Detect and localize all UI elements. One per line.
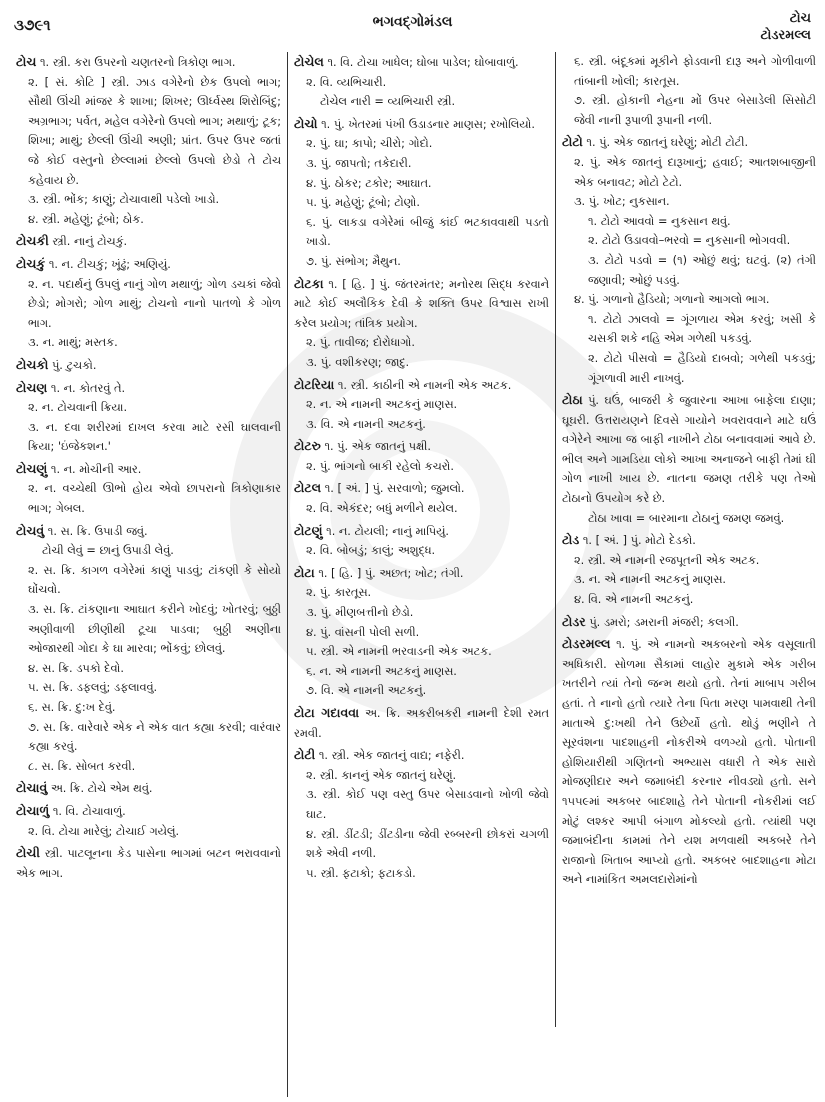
entry-first-sense — [294, 478, 549, 499]
headword: ટોચાળું — [16, 802, 50, 818]
entry-first-sense — [16, 52, 281, 73]
sense-line: ૫. સ. ક્રિ. ડફલવું; ડફલાવવું. — [28, 681, 158, 695]
definition-text: ૧. [ હિ. ] પું. જંતરમંતર; મનોરથ સિદ્ધ કરવાને માટે કોઈ અલૌકિક દેવી કે શક્તિ ઉપર વિશ્વાસ રાખી કરેલ પ્રયોગ; તાંત્રિક પ્રયોગ. — [294, 277, 549, 330]
dictionary-entry — [294, 563, 549, 701]
dictionary-entry — [16, 521, 281, 777]
entry-first-sense — [294, 745, 549, 766]
definition-text: પું. ટુચકો. — [51, 358, 97, 372]
sense-line: ૨. ન. એ નામની અટકનું માણસ. — [306, 398, 458, 412]
sense-line: ૩. પું. ખોટ; નુકસાન. — [574, 195, 670, 209]
idiom-line: ૨. ટોટો પીસવો = હૈડિયો દાબવો; ગળેથી પકડવું; ગૂંગળાવી મારી નાખવું. — [588, 351, 816, 385]
entry-first-sense — [294, 563, 549, 584]
headword: ટોચાવું — [16, 780, 48, 796]
dictionary-entry — [294, 478, 549, 518]
headword: ટોઠા — [562, 392, 583, 408]
entry-first-sense — [294, 436, 549, 457]
dictionary-columns — [16, 52, 816, 1097]
headword: ટોચેલ — [294, 54, 324, 69]
sense-line: ૩. સ્ત્રી. ભોંક; કાણું; ટોચાવાથી પડેલો ખાડો. — [28, 193, 220, 207]
definition-text: સ્ત્રી. નાનું ટોચકું. — [52, 235, 128, 249]
entry-first-sense — [16, 778, 281, 799]
sense-line: ૨. પું. ઘા; કાપો; ચીરો; ગોદો. — [306, 137, 433, 151]
headword: ટોચો — [294, 115, 318, 131]
headword: ટોટરુ — [294, 438, 321, 454]
dictionary-entry — [562, 530, 816, 609]
dictionary-entry — [294, 375, 549, 435]
entry-first-sense — [562, 634, 816, 890]
sense-line: ૩. ન. માથું; મસ્તક. — [28, 336, 118, 350]
dictionary-entry — [16, 378, 281, 457]
dictionary-entry — [562, 390, 816, 528]
entry-first-sense — [562, 530, 816, 551]
page-number: ૩૭૯૧ — [14, 16, 51, 34]
definition-text: સ્ત્રી. પાટલૂનના કેડ પાસેના ભાગમાં બટન ભરાવવાનો એક ભાગ. — [16, 847, 282, 880]
entry-first-sense — [294, 375, 549, 396]
definition-text: ૧. સ્ત્રી. કરા ઉપરનો ચણતરનો ત્રિકોણ ભાગ. — [40, 56, 236, 69]
definition-text: ૧. [ અં. ] પું. મોટો દેડકો. — [582, 534, 696, 548]
definition-text: અ. ક્રિ. ટોચે એમ થવું. — [50, 782, 153, 796]
sense-line: ૪. પું. ગળાનો હૈડિયો; ગળાનો આગલો ભાગ. — [574, 293, 770, 307]
sense-line: ૨. પું. ભાંગનો બાકી રહેલો કચરો. — [306, 459, 454, 473]
sense-line: ૨. વિ. એકંદર; બધું મળીને થયેલ. — [306, 502, 458, 516]
headword: ટોટા — [294, 564, 315, 580]
sense-line: ૩. પું. મીણબત્તીનો છેડો. — [306, 606, 414, 620]
headword: ટોચકી — [16, 233, 49, 249]
dictionary-entry — [16, 843, 281, 883]
sense-line: ૩. પું. વશીકરણ; જાદુ. — [306, 355, 410, 369]
sense-line: ૬. સ્ત્રી. બંદૂકમાં મૂકીને ફોડવાની દારૂ અને ગોળીવાળી તાંબાની ખોલી; કારતૂસ. — [574, 55, 816, 88]
definition-text: ૧. સ. ક્રિ. ઉપાડી જવું. — [47, 524, 148, 538]
definition-text: પું. ઘઉં, બાજરી કે જુવારના આખા બાફેલા દાણા; ઘૂઘરી. ઉત્તરાયણને દિવસે ગાયોને ખવરાવવાને માટે ઘઉં વગેરેને આખા જ બાફી નાખીને ટોઠા બનાવવામાં આવે છે. ભીલ અને ગામડિયા લોકો આખા અનાજને બાફી તેમાં ઘી ગોળ નાખી ખાય છે. નાતના જમણ તરીકે પણ તેઓ ટોઠાનો ઉપયોગ કરે છે. — [562, 394, 816, 506]
sense-line: ૩. ન. દવા શરીરમાં દાખલ કરવા માટે રસી ઘાલવાની ક્રિયા; 'ઇંજેકશન.' — [28, 420, 281, 454]
headword: ટોડ — [562, 532, 580, 548]
guide-word-first: ટોચ — [789, 11, 811, 26]
definition-text: ૧. પું. એક જાતનું પક્ષી. — [324, 440, 431, 454]
dictionary-entry — [16, 459, 281, 519]
sense-line: ૬. સ. ક્રિ. દુ:ખ દેવું. — [28, 701, 116, 714]
dictionary-entry — [294, 274, 549, 373]
definition-text: ૧. સ્ત્રી. કાઠીની એ નામની એક અટક. — [337, 378, 512, 392]
sense-line: ૪. પું. વાંસની પોલી સળી. — [306, 625, 420, 639]
dictionary-entry — [562, 634, 816, 890]
definition-text: ૧. [ અં. ] પું. સરવાળો; જુમલો. — [324, 482, 465, 496]
sense-line: ૩. સ્ત્રી. કોઈ પણ વસ્તુ ઉપર બેસાડવાનો ખોળી જેવો ઘાટ. — [306, 788, 549, 821]
definition-text: પું. ડમરો; ડમરાની મંજરી; કલગી. — [589, 615, 739, 629]
entry-first-sense — [294, 52, 549, 73]
idiom-line: ટોચેલ નારી = વ્યભિચારી સ્ત્રી. — [320, 95, 456, 109]
headword: ટોટલ — [294, 480, 322, 496]
dictionary-entry — [294, 745, 549, 883]
entry-first-sense — [16, 231, 281, 252]
sense-line: ૪. સ્ત્રી. ડીંટડી; ડીંટડીના જેવી રબ્બરની છોકરાં ચગળી શકે એવી નળી. — [306, 827, 549, 861]
entry-first-sense — [294, 703, 549, 743]
sense-line: ૨. વિ. ટોચા મારેલું; ટોચાઈ ગયેલું. — [28, 824, 180, 838]
definition-text: ૧. પું. એક જાતનું ઘરેણું; મોટી ટોટી. — [586, 136, 749, 150]
column-middle — [288, 52, 556, 1027]
sense-line: ૭. સ્ત્રી. હોકાની નેહના મોં ઉપર બેસાડેલી સિસોટી જેવી નાની રૂપાળી રૂપાની નળી. — [574, 94, 816, 127]
sense-line: ૮. સ. ક્રિ. સોબત કરવી. — [28, 759, 136, 773]
entry-first-sense — [562, 612, 816, 633]
entry-first-sense — [16, 355, 281, 376]
sense-line: ૨. ન. ટોચવાની ક્રિયા. — [28, 401, 128, 415]
column-left — [16, 52, 288, 1097]
sense-line: ૬. ન. એ નામની અટકનું માણસ. — [306, 664, 457, 678]
entry-first-sense — [562, 132, 816, 153]
sense-line: ૭. વિ. એ નામની અટકનું. — [306, 684, 427, 698]
definition-text: ૧. ન. મોચીની આર. — [50, 462, 142, 476]
sense-line: ૨. સ. ક્રિ. કાગળ વગેરેમાં કાણું પાડવું; ટાંકણી કે સોયો ઘોંચવો. — [28, 563, 281, 597]
headword: ટોચી — [16, 845, 40, 861]
dictionary-entry — [562, 612, 816, 633]
sense-line: ૭. સ. ક્રિ. વારેવારે એક ને એક વાત કહ્યા કરવી; વારંવાર કહ્યા કરવું. — [28, 720, 281, 754]
dictionary-entry — [16, 801, 281, 841]
sense-line: ૨. પું. એક જાતનું દારૂખાનું; હવાઈ; આતશબાજીની એક બનાવટ; મોટો ટેટો. — [574, 155, 816, 189]
idiom-line: ટોચી લેવું = છાનું ઉપાડી લેવું. — [42, 544, 174, 558]
definition-text: અ. ક્રિ. અકરીબકરી નામની દેશી રમત રમવી. — [294, 707, 550, 740]
dictionary-entry — [294, 521, 549, 561]
sense-line: ૩. પું. જાપતો; તકેદારી. — [306, 156, 412, 170]
dictionary-entry — [294, 114, 549, 272]
dictionary-entry — [562, 132, 816, 388]
sense-line: ૪. વિ. એ નામની અટકનું. — [574, 593, 694, 607]
definition-text: ૧. ન. ટીચકું; ખૂંઢું; અણિયું. — [48, 257, 171, 271]
dictionary-entry — [16, 231, 281, 252]
sense-line: ૩. સ. ક્રિ. ટાંકણાના આઘાત કરીને ખોદવું; ખોતરવું; બુઠ્ઠી અણીવાળી છીણીથી ટૂચા પાડવા; બુઠ્ઠી અણીના ઓજારથી ગોદા કે ઘા મારવા; ભોંકવું; છોલવું. — [28, 603, 281, 656]
definition-text: ૧. [ હિ. ] પું. અછત; ખોટ; તંગી. — [318, 566, 464, 580]
idiom-line: ૧. ટોટો ઝાલવો = ગૂંગળાય એમ કરવું; ખસી કે ચસકી શકે નહિ એમ ગળેથી પકડવું. — [588, 312, 816, 346]
dictionary-entry — [16, 52, 281, 229]
sense-line: ૫. પું. મહેણું; ટૂંબો; ટોણો. — [306, 196, 420, 210]
dictionary-entry — [294, 52, 549, 112]
headword: ટોચવું — [16, 522, 45, 538]
entry-first-sense — [294, 521, 549, 542]
headword: ટોડરમલ્લ — [562, 636, 611, 652]
entry-first-sense — [294, 114, 549, 135]
dictionary-entry — [294, 436, 549, 476]
entry-first-sense — [16, 459, 281, 480]
definition-text: ૧. વિ. ટોચાવાળું. — [52, 804, 126, 818]
entry-first-sense — [16, 801, 281, 822]
headword: ટોટરિયા — [294, 376, 335, 392]
dictionary-entry — [16, 254, 281, 353]
entry-first-sense — [16, 378, 281, 399]
entry-first-sense — [16, 254, 281, 275]
sense-line: ૨. પું. કારતૂસ. — [306, 586, 372, 600]
dictionary-entry — [562, 52, 816, 130]
dictionary-entry — [16, 355, 281, 376]
sense-line: ૨. સ્ત્રી. એ નામની રજપૂતની એક અટક. — [574, 553, 760, 567]
idiom-line: ૧. ટોટો આવવો = નુકસાન થવું. — [588, 214, 731, 228]
sense-line: ૨. સ્ત્રી. કાનનું એક જાતનું ઘરેણું. — [306, 768, 457, 782]
dictionary-entry — [294, 703, 549, 743]
sense-line: ૨. [ સં. કોટિ ] સ્ત્રી. ઝાડ વગેરેનો છેક ઉપલો ભાગ; સૌથી ઊંચી માંજર કે શાખા; શિખર; ઊર્ધ્વસ્થ શિરોબિંદુ; અગ્રભાગ; પર્વત, મહેલ વગેરેનો ઉપલો ભાગ; મથાળું; ટૂક; શિખા; માથું; છેલ્લી ઊંચી અણી; પ્રાંત. ઉપર ઉપર જતાં જે કોઈ વસ્તુનો છેલ્લામાં છેલ્લો ઉપલો છેડો તે ટોચ કહેવાય છે. — [28, 75, 282, 187]
headword: ટોટા ગદાવવા — [294, 705, 360, 720]
entry-first-sense — [562, 390, 816, 509]
definition-text: ૧. ન. ટોયલી; નાનું માપિયું. — [326, 524, 449, 538]
idiom-line: ૨. ટોટો ઉડાવવો–ભરવો = નુકસાની ભોગવવી. — [588, 234, 791, 248]
sense-line: ૫. સ્ત્રી. એ નામની ભરવાડની એક અટક. — [306, 645, 492, 659]
headword: ટોચકો — [16, 356, 49, 372]
sense-line: ૩. ન. એ નામની અટકનું માણસ. — [574, 573, 727, 587]
definition-text: ૧. ન. કોતરવું તે. — [50, 381, 126, 395]
headword: ટોડર — [562, 613, 586, 629]
sense-line: ૫. સ્ત્રી. ફટાકો; ફટાકડો. — [306, 866, 416, 880]
headword: ટોટી — [294, 747, 316, 763]
headword: ટોટકા — [294, 275, 324, 291]
headword: ટોચણું — [16, 460, 48, 476]
sense-line: ૩. વિ. એ નામની અટકનું. — [306, 417, 426, 431]
sense-line: ૪. સ. ક્રિ. ડપકો દેવો. — [28, 661, 124, 675]
headword: ટોટો — [562, 134, 583, 150]
sense-line: ૨. વિ. વ્યભિચારી. — [306, 75, 387, 89]
book-title: ભગવદ્ગોમંડલ — [372, 14, 453, 30]
sense-line: ૨. ન. વચ્ચેથી ઊભો હોય એવો છાપરાનો ત્રિકોણાકાર ભાગ; ગેબલ. — [28, 482, 281, 516]
sense-line: ૨. ન. પદાર્થનું ઉપલું નાનું ગોળ મથાળું; ગોળ ડચકાં જેવો છેડો; મોગરો; ગોળ માથું; ટોચનો નાનો પાતળો કે ગોળ ભાગ. — [28, 277, 281, 330]
column-right — [556, 52, 816, 1097]
definition-text: ૧. વિ. ટોચા ખાધેલ; ઘોબા પાડેલ; ઘોબાવાળું. — [327, 56, 519, 69]
entry-first-sense — [16, 521, 281, 542]
idiom-line: ૩. ટોટો પડવો = (૧) ઓછું થવું; ઘટવું. (૨) તંગી જણાવી; ઓછું પડવું. — [588, 253, 816, 287]
definition-text: ૧. પું. એ નામનો અકબરનો એક વસૂલાતી અધિકારી. સોળમા સૈકામાં લાહોર મુકામે એક ગરીબ ખતરીને ત્યાં તેનો જન્મ થયો હતો. તેનાં માબાપ ગરીબ હતાં. તે નાનો હતો ત્યારે તેના પિતા મરણ પામવાથી તેની માતાએ દુ:ખથી તેને ઉછેર્યો હતો. થોડું ભણીને તે સૂરવંશના પાદશાહની નોકરીએ વળગ્યો હતો. પોતાની હોશિયારીથી ગણિતનો અભ્યાસ વધારી તે એક સારો મોજણીદાર અને જમાબંદી કરનાર નીવડ્યો હતો. સને ૧૫૫૯માં અકબર બાદશાહે તેને પોતાની નોકરીમાં લઈ મોટું લશ્કર આપી બંગાળ મોકલ્યો હતો. ત્યાંથી પણ જમાબંદીના કામમાં તેને યશ મળવાથી અકબરે તેને રાજાનો ખિતાબ આપ્યો હતો. અકબર બાદશાહના મોટા અને નામાંકિત અમલદારોમાંનો — [562, 638, 817, 887]
guide-word-last: ટોડરમલ્લ — [760, 28, 811, 43]
guide-words — [761, 10, 811, 44]
idiom-line: ટોઠા ખાવા = બારમાના ટોઠાનું જમણ જમવું. — [588, 511, 785, 525]
definition-text: ૧. સ્ત્રી. એક જાતનું વાદ્ય; નફેરી. — [318, 749, 465, 763]
sense-line: ૬. પું. લાકડા વગેરેમાં બીજું કાંઈ ભટકાવવાથી પડતો ખાડો. — [306, 215, 549, 249]
sense-line: ૪. પું. ઠોકર; ટકોર; આઘાત. — [306, 176, 432, 190]
headword: ટોચણ — [16, 379, 48, 395]
headword: ટોચકું — [16, 255, 46, 271]
page-header — [14, 10, 811, 50]
dictionary-entry — [16, 778, 281, 799]
sense-line: ૪. સ્ત્રી. મહેણું; ટૂંબો; ઠોક. — [28, 212, 144, 226]
definition-text: ૧. પું. ખેતરમાં પંખી ઉડાડનાર માણસ; રખોલિયો. — [321, 117, 535, 131]
entry-first-sense — [16, 843, 281, 883]
sense-line: ૭. પું. સંભોગ; મૈથુન. — [306, 254, 401, 268]
sense-line: ૨. પું. તાવીજ; દોરોધાગો. — [306, 336, 415, 350]
headword: ટોટણું — [294, 522, 323, 538]
headword: ટોચ — [16, 54, 37, 69]
sense-line: ૨. વિ. બોબડું; કાલું; અશુદ્ધ. — [306, 544, 436, 558]
entry-first-sense — [294, 274, 549, 334]
